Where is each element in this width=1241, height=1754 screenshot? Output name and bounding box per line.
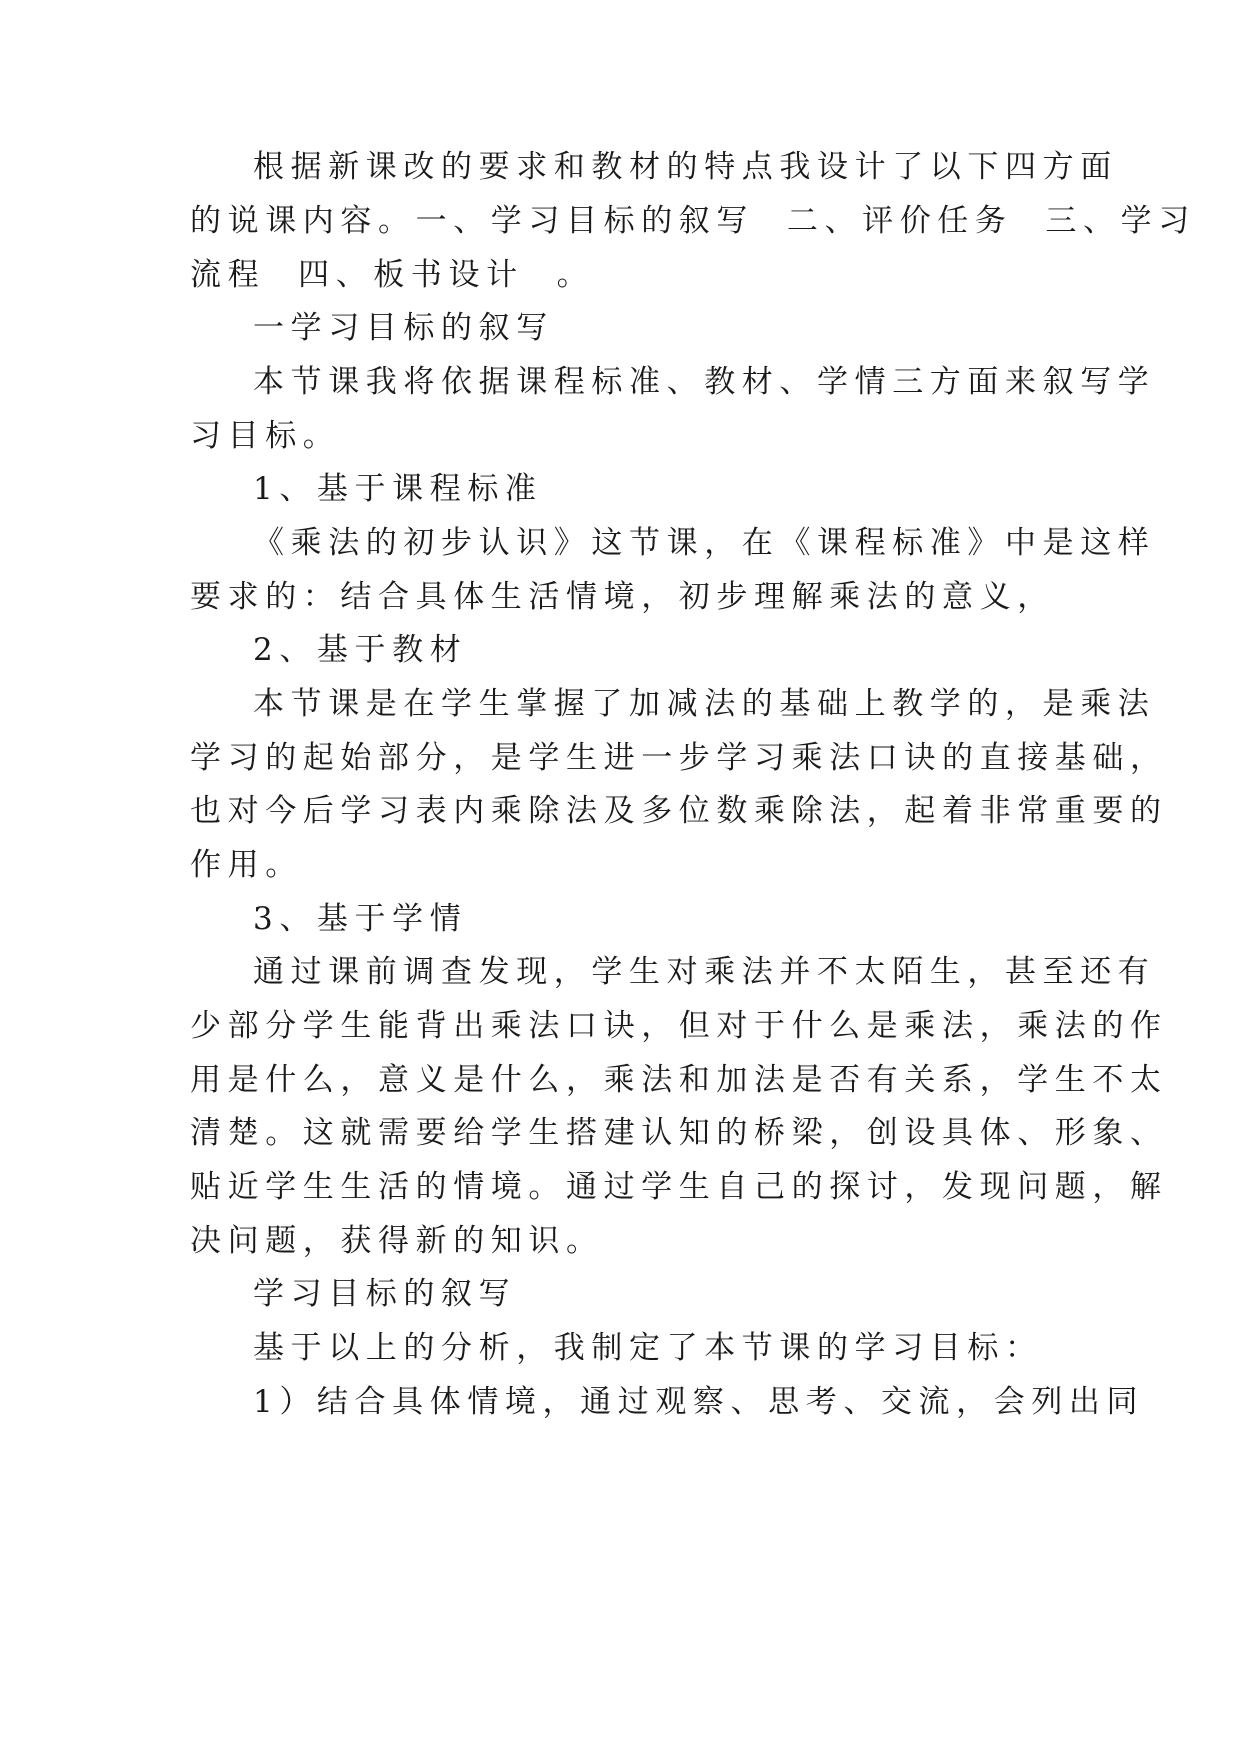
text-line: 作用。 bbox=[190, 847, 303, 883]
text-line: 学习的起始部分，是学生进一步学习乘法口诀的直接基础， bbox=[190, 740, 1168, 776]
section-heading: 1、基于课程标准 bbox=[253, 471, 543, 507]
text-line: 流程 四、板书设计 。 bbox=[190, 257, 595, 293]
text-line: 决问题，获得新的知识。 bbox=[190, 1223, 604, 1259]
text-line: 习目标。 bbox=[190, 418, 341, 454]
text-line: 贴近学生生活的情境。通过学生自己的探讨，发现问题，解 bbox=[190, 1169, 1168, 1205]
text-line: 用是什么，意义是什么，乘法和加法是否有关系，学生不太 bbox=[190, 1062, 1168, 1098]
section-heading: 2、基于教材 bbox=[253, 632, 468, 668]
text-line: 1）结合具体情境，通过观察、思考、交流，会列出同 bbox=[253, 1384, 1145, 1420]
section-heading: 学习目标的叙写 bbox=[253, 1276, 517, 1312]
section-heading: 3、基于学情 bbox=[253, 901, 468, 937]
text-line: 清楚。这就需要给学生搭建认知的桥梁，创设具体、形象、 bbox=[190, 1115, 1168, 1151]
text-line: 要求的：结合具体生活情境，初步理解乘法的意义， bbox=[190, 579, 1055, 615]
text-line: 也对今后学习表内乘除法及多位数乘除法，起着非常重要的 bbox=[190, 793, 1168, 829]
text-line: 基于以上的分析，我制定了本节课的学习目标： bbox=[253, 1330, 1043, 1366]
text-line: 根据新课改的要求和教材的特点我设计了以下四方面 bbox=[253, 149, 1118, 185]
text-line: 的说课内容。一、学习目标的叙写 二、评价任务 三、学习 bbox=[190, 203, 1196, 239]
section-heading: 一学习目标的叙写 bbox=[253, 310, 554, 346]
text-line: 少部分学生能背出乘法口诀，但对于什么是乘法，乘法的作 bbox=[190, 1008, 1168, 1044]
text-line: 本节课是在学生掌握了加减法的基础上教学的，是乘法 bbox=[253, 686, 1156, 722]
text-line: 《乘法的初步认识》这节课，在《课程标准》中是这样 bbox=[253, 525, 1156, 561]
text-line: 本节课我将依据课程标准、教材、学情三方面来叙写学 bbox=[253, 364, 1156, 400]
text-line: 通过课前调查发现，学生对乘法并不太陌生，甚至还有 bbox=[253, 954, 1156, 990]
